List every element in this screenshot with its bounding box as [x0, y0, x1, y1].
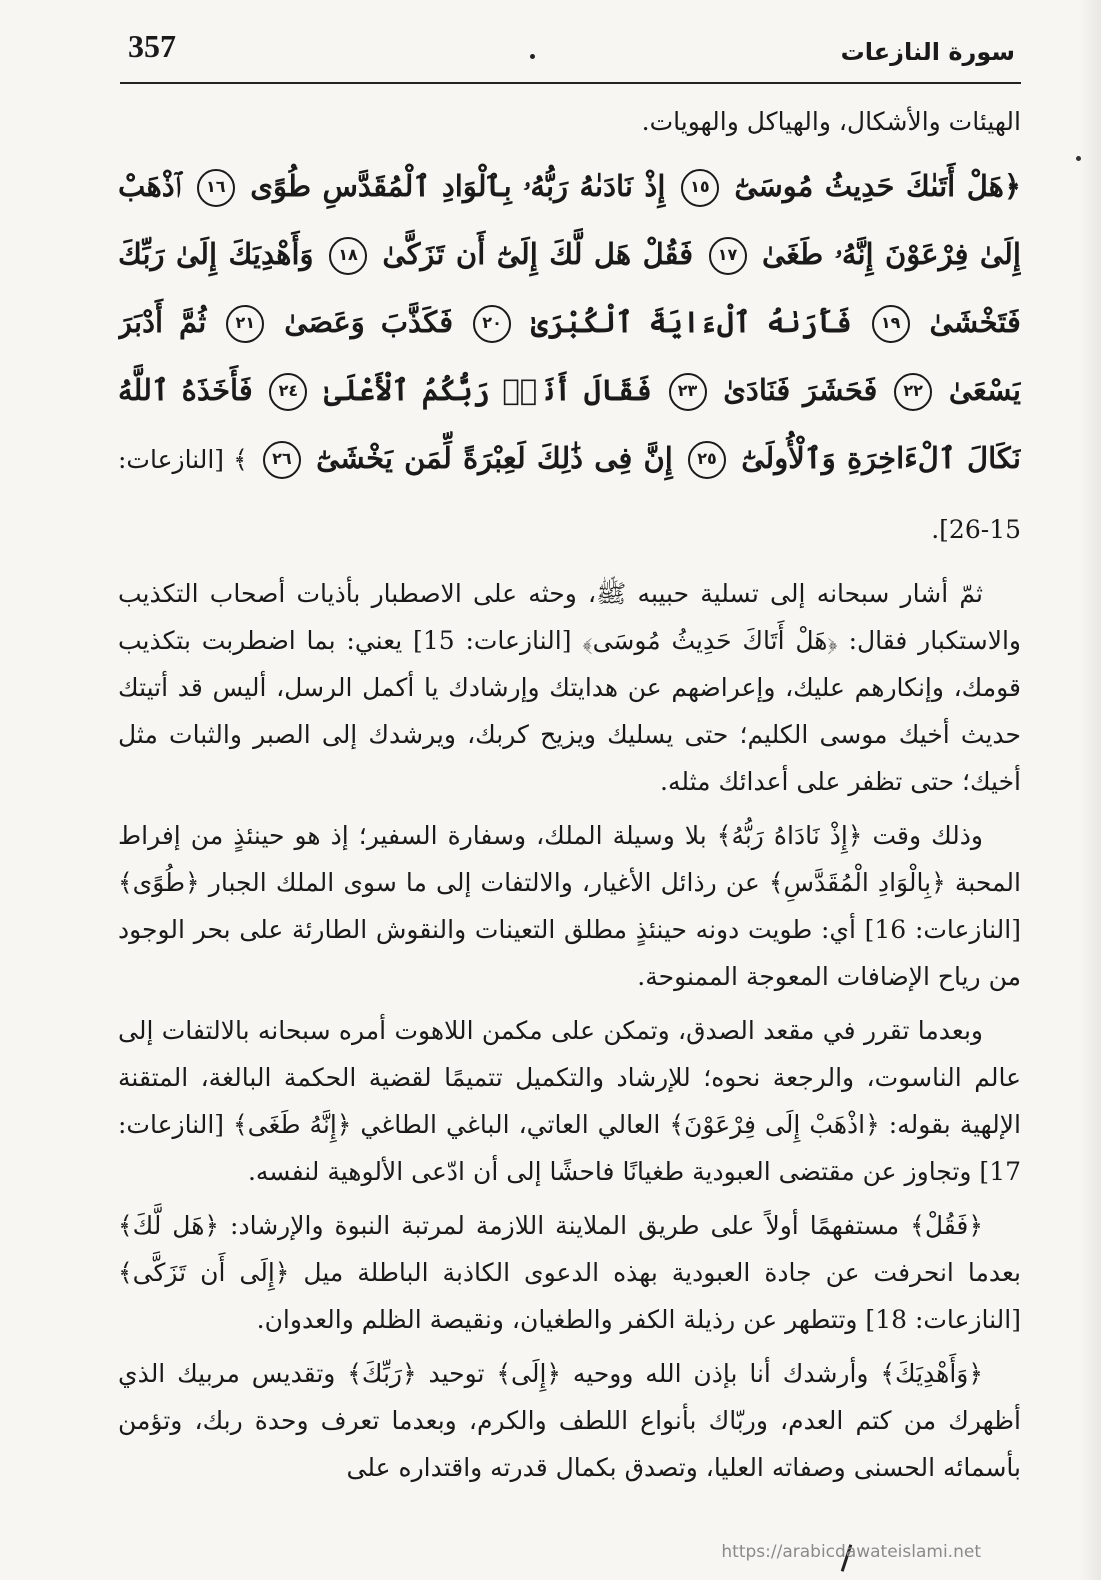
ayah-number-badge: ١٨ [329, 237, 367, 275]
quran-verses-block [118, 152, 1021, 564]
verse-text: وَأَهْدِيَكَ إِلَىٰ رَبِّكَ فَتَخْشَىٰ [118, 237, 1021, 339]
ayah-number-badge: ٢٠ [473, 305, 511, 343]
paragraph-commentary: ﴿فَقُلْ﴾ مستفهمًا أولاً على طريق الملاينة اللازمة لمرتبة النبوة والإرشاد: ﴿هَل لَّكَ﴾ بعدما انحرفت عن جادة العبودية بهذه الدعوى الكاذبة الباطلة ميل ﴿إِلَى أَن تَزَكَّى﴾ [النازعات: 18] وتتطهر عن رذيلة الكفر والطغيان، ونقيصة الظلم والعدوان. [118, 1211, 1021, 1334]
page-number: 357 [128, 28, 176, 64]
page-body [118, 98, 1021, 1540]
scan-dot [1076, 156, 1081, 161]
watermark-url[interactable]: https://arabicdawateislami.net [721, 1542, 981, 1562]
ayah-number-badge: ٢٦ [263, 441, 301, 479]
ayah-number-badge: ٢٥ [688, 441, 726, 479]
scan-edge [1079, 0, 1101, 1580]
paragraph-commentary: وبعدما تقرر في مقعد الصدق، وتمكن على مكمن اللاهوت أمره سبحانه بالالتفات إلى عالم الناسوت، والرجعة نحوه؛ للإرشاد والتكميل تتميمًا لقضية الحكمة البالغة، المتقنة الإلهية بقوله: ﴿اذْهَبْ إِلَى فِرْعَوْنَ﴾ العالي العاتي، الباغي الطاغي ﴿إِنَّهُ طَغَى﴾ [النازعات: 17] وتجاوز عن مقتضى العبودية طغيانًا فاحشًا إلى أن ادّعى الألوهية لنفسه. [118, 1016, 1021, 1186]
verse-text: فَكَذَّبَ وَعَصَىٰ [284, 305, 454, 339]
paragraph-intro: الهيئات والأشكال، والهياكل والهويات. [641, 107, 1021, 136]
paragraph-commentary: ﴿وَأَهْدِيَكَ﴾ وأرشدك أنا بإذن الله ووحيه ﴿إِلَى﴾ توحيد ﴿رَبِّكَ﴾ وتقديس مربيك الذي أظهرك من كتم العدم، وربّاك بأنواع اللطف والكرم، وبعدما تعرف وحدة ربك، وتؤمن بأسمائه الحسنى وصفاته العليا، وتصدق بكمال قدرته واقتداره على [118, 1359, 1021, 1482]
verse-text: إِنَّ فِى ذَٰلِكَ لَعِبْرَةً لِّمَن يَخْشَىٰٓ [316, 441, 673, 475]
ayah-number-badge: ١٥ [681, 169, 719, 207]
page-header [120, 22, 1021, 84]
ayah-number-badge: ٢٤ [269, 373, 307, 411]
scan-dot [530, 54, 535, 59]
verse-text: ﴿هَلْ أَتَىٰكَ حَدِيثُ مُوسَىٰٓ [734, 169, 1021, 203]
paragraph-commentary: وذلك وقت ﴿إِذْ نَادَاهُ رَبُّهُ﴾ بلا وسيلة الملك، وسفارة السفير؛ إذ هو حينئذٍ من إفراط المحبة ﴿بِالْوَادِ الْمُقَدَّسِ﴾ عن رذائل الأغيار، والالتفات إلى ما سوى الملك الجبار ﴿طُوًى﴾ [النازعات: 16] أي: طويت دونه حينئذٍ مطلق التعينات والنقوش الطارئة على بحر الوجود من رياح الإضافات المعوجة الممنوحة. [118, 821, 1021, 991]
ayah-number-badge: ١٧ [709, 237, 747, 275]
verse-reference: ﴾ [النازعات: 15-26]. [118, 445, 1021, 544]
verse-text: فَقَالَ أَنَا۠ رَبُّكُمُ ٱلْأَعْلَىٰ [324, 373, 652, 407]
surah-title: سورة النازعات [840, 38, 1015, 66]
verse-text: ثُمَّ أَدْبَرَ يَسْعَىٰ [118, 305, 1021, 407]
verse-text: فَأَخَذَهُ ٱللَّهُ نَكَالَ ٱلْءَاخِرَةِ وَٱلْأُولَىٰٓ [118, 373, 1021, 475]
ayah-number-badge: ١٩ [872, 305, 910, 343]
verse-text: ٱذْهَبْ إِلَىٰ فِرْعَوْنَ إِنَّهُۥ طَغَىٰ [118, 169, 1021, 271]
ayah-number-badge: ٢٢ [894, 373, 932, 411]
verse-text: فَأَرَىٰهُ ٱلْءَايَةَ ٱلْكُبْرَىٰ [530, 305, 852, 339]
ayah-number-badge: ١٦ [197, 169, 235, 207]
paragraph-commentary: ثمّ أشار سبحانه إلى تسلية حبيبه ﷺ، وحثه على الاصطبار بأذيات أصحاب التكذيب والاستكبار فقال: ﴿هَلْ أَتَاكَ حَدِيثُ مُوسَى﴾ [النازعات: 15] يعني: بما اضطربت بتكذيب قومك، وإنكارهم عليك، وإعراضهم عن هدايتك وإرشادك يا أكمل الرسل، أليس قد أتيتك حديث أخيك موسى الكليم؛ حتى يسليك ويزيح كربك، ويرشدك إلى الصبر والثبات مثل أخيك؛ حتى تظفر على أعدائك مثله. [118, 579, 1021, 796]
verse-text: فَقُلْ هَل لَّكَ إِلَىٰٓ أَن تَزَكَّىٰ [382, 237, 694, 271]
verse-text: فَحَشَرَ فَنَادَىٰ [723, 373, 878, 407]
ayah-number-badge: ٢٣ [669, 373, 707, 411]
verse-text: إِذْ نَادَىٰهُ رَبُّهُۥ بِٱلْوَادِ ٱلْمُقَدَّسِ طُوًى [250, 169, 666, 203]
ayah-number-badge: ٢١ [226, 305, 264, 343]
